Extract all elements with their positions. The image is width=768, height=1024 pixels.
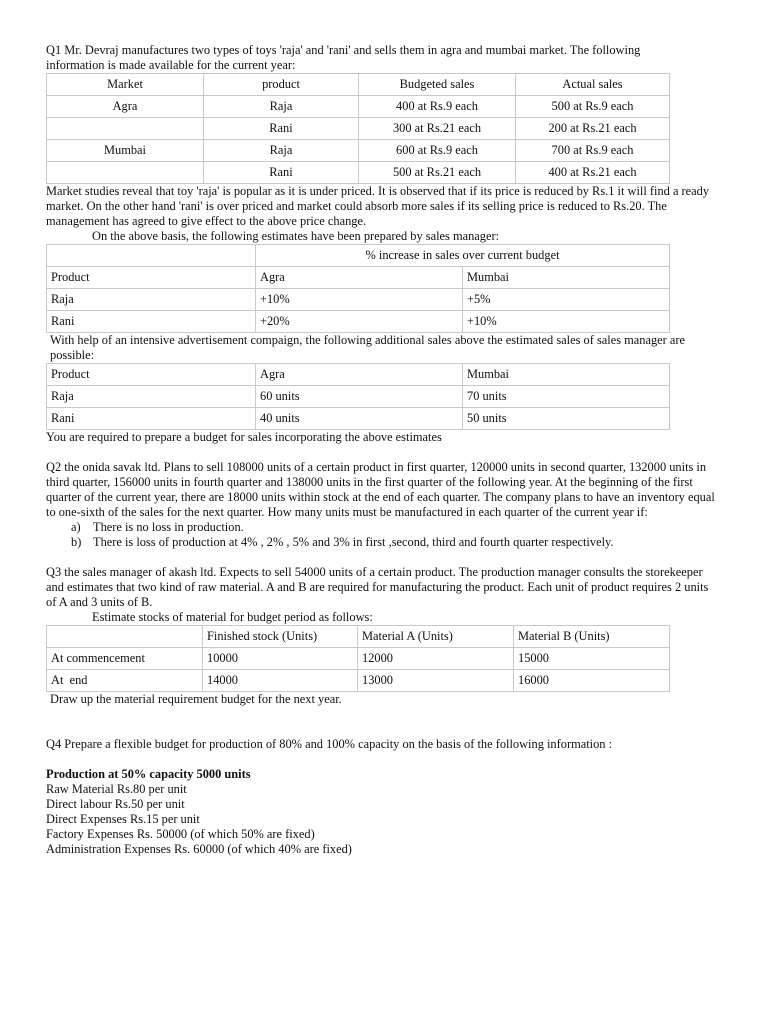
table-header-row (47, 626, 670, 648)
cell (47, 162, 204, 184)
q1-increase-table (46, 244, 670, 333)
q2-text: Q2 the onida savak ltd. Plans to sell 108000 units of a certain product in first quarter, 120000 units in second quarter, 132000 units in third quarter, 156000 units in fourth quarter and 138000 units in the first quarter of the following year. At the beginning of the first quarter of the current year, there are 18000 units within stock at the end of each quarter. The company plans to have an inventory equal to one-sixth of the sales for the next quarter. How many units must be manufactured in each quarter of the current year if: (46, 460, 715, 519)
table-row (47, 289, 670, 311)
table-row (47, 311, 670, 333)
cell: At commencement (47, 648, 203, 670)
header-finished-stock: Finished stock (Units) (203, 626, 358, 648)
cell: +5% (463, 289, 670, 311)
q1-advert-paragraph: With help of an intensive advertisement compaign, the following additional sales above the estimated sales of sales manager are possible: (50, 333, 686, 362)
header-agra: Agra (256, 267, 463, 289)
cell: 15000 (514, 648, 670, 670)
cell: Raja (204, 96, 359, 118)
cell: Rani (204, 118, 359, 140)
cell: 500 at Rs.9 each (516, 96, 670, 118)
list-item-label: a) (71, 520, 81, 534)
cell: 10000 (203, 648, 358, 670)
list-item (71, 520, 726, 535)
table-header-row (47, 364, 670, 386)
header-material-a: Material A (Units) (358, 626, 514, 648)
q4-text: Q4 Prepare a flexible budget for production of 80% and 100% capacity on the basis of the following information : (46, 737, 613, 751)
cell: 50 units (463, 408, 670, 430)
q4-line: Factory Expenses Rs. 50000 (of which 50% are fixed) (46, 827, 315, 841)
cell: +10% (256, 289, 463, 311)
cell: 500 at Rs.21 each (359, 162, 516, 184)
q2-list (46, 520, 726, 550)
q4-line: Direct labour Rs.50 per unit (46, 797, 185, 811)
cell: Raja (47, 386, 256, 408)
cell: 14000 (203, 670, 358, 692)
cell: Rani (47, 408, 256, 430)
header-product: Product (47, 364, 256, 386)
q3-draw-up-line: Draw up the material requirement budget for the next year. (50, 692, 342, 706)
list-item-text: There is loss of production at 4% , 2% , 5% and 3% in first ,second, third and fourth quarter respectively. (93, 535, 614, 549)
list-item-label: b) (71, 535, 82, 549)
table-row (47, 670, 670, 692)
table-header-row (47, 74, 670, 96)
table-row (47, 648, 670, 670)
header-agra: Agra (256, 364, 463, 386)
header-market: Market (47, 74, 204, 96)
table-row (47, 408, 670, 430)
cell: +20% (256, 311, 463, 333)
header-budgeted-sales: Budgeted sales (359, 74, 516, 96)
header-product: Product (47, 267, 256, 289)
header-material-b: Material B (Units) (514, 626, 670, 648)
cell: 200 at Rs.21 each (516, 118, 670, 140)
cell: 300 at Rs.21 each (359, 118, 516, 140)
cell: 70 units (463, 386, 670, 408)
cell: +10% (463, 311, 670, 333)
cell (47, 118, 204, 140)
cell: 600 at Rs.9 each (359, 140, 516, 162)
document-page (46, 43, 726, 857)
q4-heading: Production at 50% capacity 5000 units (46, 767, 251, 781)
list-item (71, 535, 726, 550)
header-actual-sales: Actual sales (516, 74, 670, 96)
cell: 40 units (256, 408, 463, 430)
cell: Rani (204, 162, 359, 184)
q4-line: Direct Expenses Rs.15 per unit (46, 812, 200, 826)
table-super-header-row (47, 245, 670, 267)
header-blank (47, 626, 203, 648)
table-row (47, 118, 670, 140)
header-product: product (204, 74, 359, 96)
cell: Agra (47, 96, 204, 118)
header-mumbai: Mumbai (463, 267, 670, 289)
header-percent-increase: % increase in sales over current budget (256, 245, 670, 267)
cell: 60 units (256, 386, 463, 408)
cell: 400 at Rs.9 each (359, 96, 516, 118)
q1-intro: Q1 Mr. Devraj manufactures two types of toys 'raja' and 'rani' and sells them in agra and mumbai market. The following information is made available for the current year: (46, 43, 641, 72)
q4-line: Raw Material Rs.80 per unit (46, 782, 187, 796)
table-row (47, 386, 670, 408)
q3-text: Q3 the sales manager of akash ltd. Expects to sell 54000 units of a certain product. The production manager consults the storekeeper and estimates that two kind of raw material. A and B are required for manufacturing the product. Each unit of product requires 2 units of A and 3 units of B. (46, 565, 709, 609)
q3-stock-table (46, 625, 670, 692)
cell: Raja (204, 140, 359, 162)
table-row (47, 162, 670, 184)
table-row (47, 96, 670, 118)
cell (47, 245, 256, 267)
list-item-text: There is no loss in production. (93, 520, 244, 534)
header-mumbai: Mumbai (463, 364, 670, 386)
cell: 400 at Rs.21 each (516, 162, 670, 184)
cell: 13000 (358, 670, 514, 692)
table-row (47, 140, 670, 162)
cell: 700 at Rs.9 each (516, 140, 670, 162)
q3-estimate-line: Estimate stocks of material for budget period as follows: (92, 610, 373, 624)
q1-market-paragraph: Market studies reveal that toy 'raja' is popular as it is under priced. It is observed that if its price is reduced by Rs.1 it will find a ready market. On the other hand 'rani' is over priced and market could absorb more sales if its selling price is reduced to Rs.20. The management has agreed to give effect to the above price change. (46, 184, 710, 228)
q1-market-table (46, 73, 670, 184)
q1-estimates-line: On the above basis, the following estimates have been prepared by sales manager: (92, 229, 500, 243)
cell: Raja (47, 289, 256, 311)
cell: At end (47, 670, 203, 692)
q4-line: Administration Expenses Rs. 60000 (of which 40% are fixed) (46, 842, 352, 856)
cell: Rani (47, 311, 256, 333)
table-header-row (47, 267, 670, 289)
q1-additional-sales-table (46, 363, 670, 430)
cell: 16000 (514, 670, 670, 692)
q1-required-line: You are required to prepare a budget for sales incorporating the above estimates (46, 430, 442, 444)
cell: 12000 (358, 648, 514, 670)
cell: Mumbai (47, 140, 204, 162)
